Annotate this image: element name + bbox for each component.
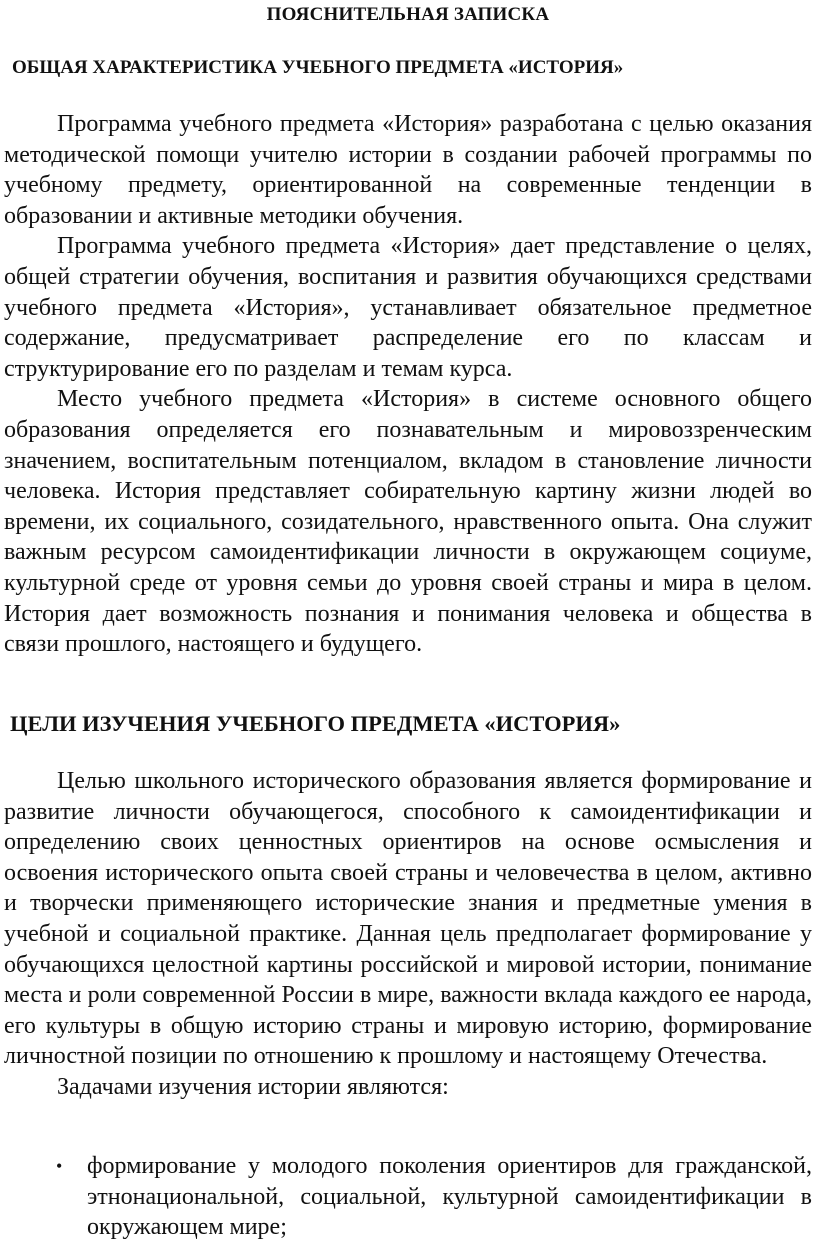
document-title: ПОЯСНИТЕЛЬНАЯ ЗАПИСКА [266, 4, 550, 25]
bullet-icon: • [56, 1156, 63, 1176]
paragraph: Целью школьного исторического образования является формирование и развитие личности обучающегося, способного к самоидентификации и определению своих ценностных ориентиров на основе осмысления и освоения исторического опыта своей страны и человечества в целом, активно и творчески применяющего исторические знания и предметные умения в учебной и социальной практике. Данная цель предполагает формирование у обучающихся целостной картины российской и мировой истории, понимание места и роли современной России в мире, важности вклада каждого ее народа, его культуры в общую историю страны и мировую историю, формирование личностной позиции по отношению к прошлому и настоящему Отечества. [4, 768, 812, 1070]
section-heading-goals: ЦЕЛИ ИЗУЧЕНИЯ УЧЕБНОГО ПРЕДМЕТА «ИСТОРИЯ» [10, 711, 621, 736]
paragraph: Задачами изучения истории являются: [57, 1073, 449, 1100]
paragraph: Программа учебного предмета «История» дает представление о целях, общей стратегии обучения, воспитания и развития обучающихся средствами учебного предмета «История», устанавливает обязательное предметное содержание, предусматривает распределение его по классам и структурирование его по разделам и темам курса. [4, 233, 812, 382]
section-heading-general: ОБЩАЯ ХАРАКТЕРИСТИКА УЧЕБНОГО ПРЕДМЕТА «ИСТОРИЯ» [12, 57, 624, 78]
paragraph: Место учебного предмета «История» в системе основного общего образования определяется его познавательным и мировоззренческим значением, воспитательным потенциалом, вкладом в становление личности человека. История представляет собирательную картину жизни людей во времени, их социального, созидательного, нравственного опыта. Она служит важным ресурсом самоидентификации личности в окружающем социуме, культурной среде от уровня семьи до уровня своей страны и мира в целом. История дает возможность познания и понимания человека и общества в связи прошлого, настоящего и будущего. [4, 386, 812, 658]
tasks-list [0, 1151, 812, 1243]
section-general-body [4, 109, 812, 660]
list-item [0, 1151, 812, 1243]
paragraph: Программа учебного предмета «История» разработана с целью оказания методической помощи учителю истории в создании рабочей программы по учебному предмету, ориентированной на современные тенденции в образовании и активные методики обучения. [4, 111, 812, 229]
list-item-text: формирование у молодого поколения ориентиров для гражданской, этнонациональной, социальной, культурной самоидентификации в окружающем мире; [87, 1153, 812, 1241]
section-goals-body [4, 766, 812, 1103]
